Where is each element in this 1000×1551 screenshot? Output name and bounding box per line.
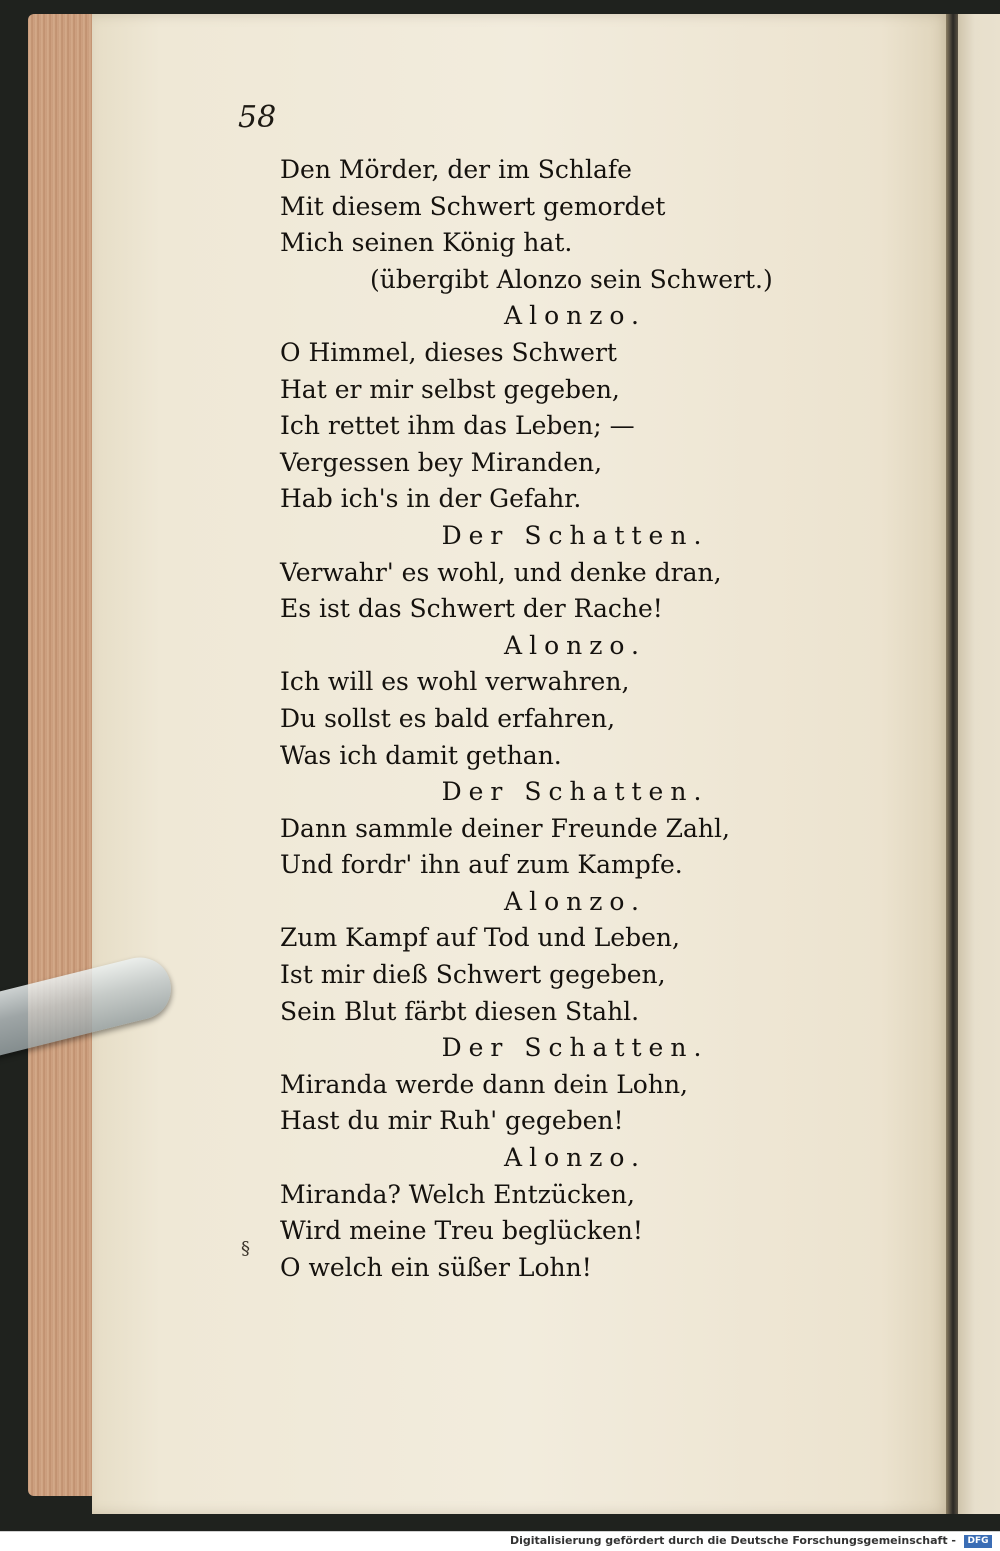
speaker-name: Alonzo.	[504, 886, 646, 916]
text-line: Ich will es wohl verwahren,	[280, 667, 630, 697]
text-line: O welch ein süßer Lohn!	[280, 1252, 592, 1282]
text-line: Dann sammle deiner Freunde Zahl,	[280, 813, 730, 843]
text-line: Was ich damit gethan.	[280, 740, 562, 770]
text-line: Hat er mir selbst gegeben,	[280, 374, 620, 404]
speaker-name: Der Schatten.	[441, 1033, 709, 1063]
text-line: Ist mir dieß Schwert gegeben,	[280, 960, 666, 990]
funding-credit: Digitalisierung gefördert durch die Deutsche Forschungsgemeinschaft -	[509, 1534, 956, 1547]
speaker-name: Der Schatten.	[441, 777, 709, 807]
text-line: O Himmel, dieses Schwert	[280, 337, 617, 367]
text-line: Miranda? Welch Entzücken,	[280, 1179, 635, 1209]
stage-direction: (übergibt Alonzo sein Schwert.)	[370, 264, 773, 294]
speaker-name: Alonzo.	[504, 630, 646, 660]
text-line: Sein Blut färbt diesen Stahl.	[280, 996, 640, 1026]
text-line: Den Mörder, der im Schlafe	[280, 155, 632, 184]
signature-mark: §	[241, 1238, 250, 1259]
page-text	[280, 152, 780, 1286]
text-line: Wird meine Treu beglücken!	[280, 1216, 643, 1246]
text-line: Mit diesem Schwert gemordet	[280, 191, 666, 221]
text-line: Ich rettet ihm das Leben; —	[280, 411, 635, 441]
facing-page-edge	[958, 14, 1000, 1514]
text-line: Du sollst es bald erfahren,	[280, 703, 616, 733]
page-number: 58	[238, 100, 277, 135]
speaker-name: Alonzo.	[504, 301, 646, 331]
speaker-name: Alonzo.	[504, 1143, 646, 1173]
text-line: Und fordr' ihn auf zum Kampfe.	[280, 850, 683, 880]
text-line: Es ist das Schwert der Rache!	[280, 594, 663, 624]
page-edges	[28, 14, 98, 1496]
dfg-logo-icon: DFG	[964, 1535, 992, 1548]
speaker-name: Der Schatten.	[441, 520, 709, 550]
text-line: Mich seinen König hat.	[280, 228, 573, 258]
footer-bar	[0, 1531, 1000, 1551]
text-line: Zum Kampf auf Tod und Leben,	[280, 923, 680, 953]
text-line: Verwahr' es wohl, und denke dran,	[280, 557, 722, 587]
text-line: Hast du mir Ruh' gegeben!	[280, 1106, 624, 1136]
text-line: Miranda werde dann dein Lohn,	[280, 1069, 688, 1099]
text-line: Vergessen bey Miranden,	[280, 447, 603, 477]
text-line: Hab ich's in der Gefahr.	[280, 484, 582, 514]
